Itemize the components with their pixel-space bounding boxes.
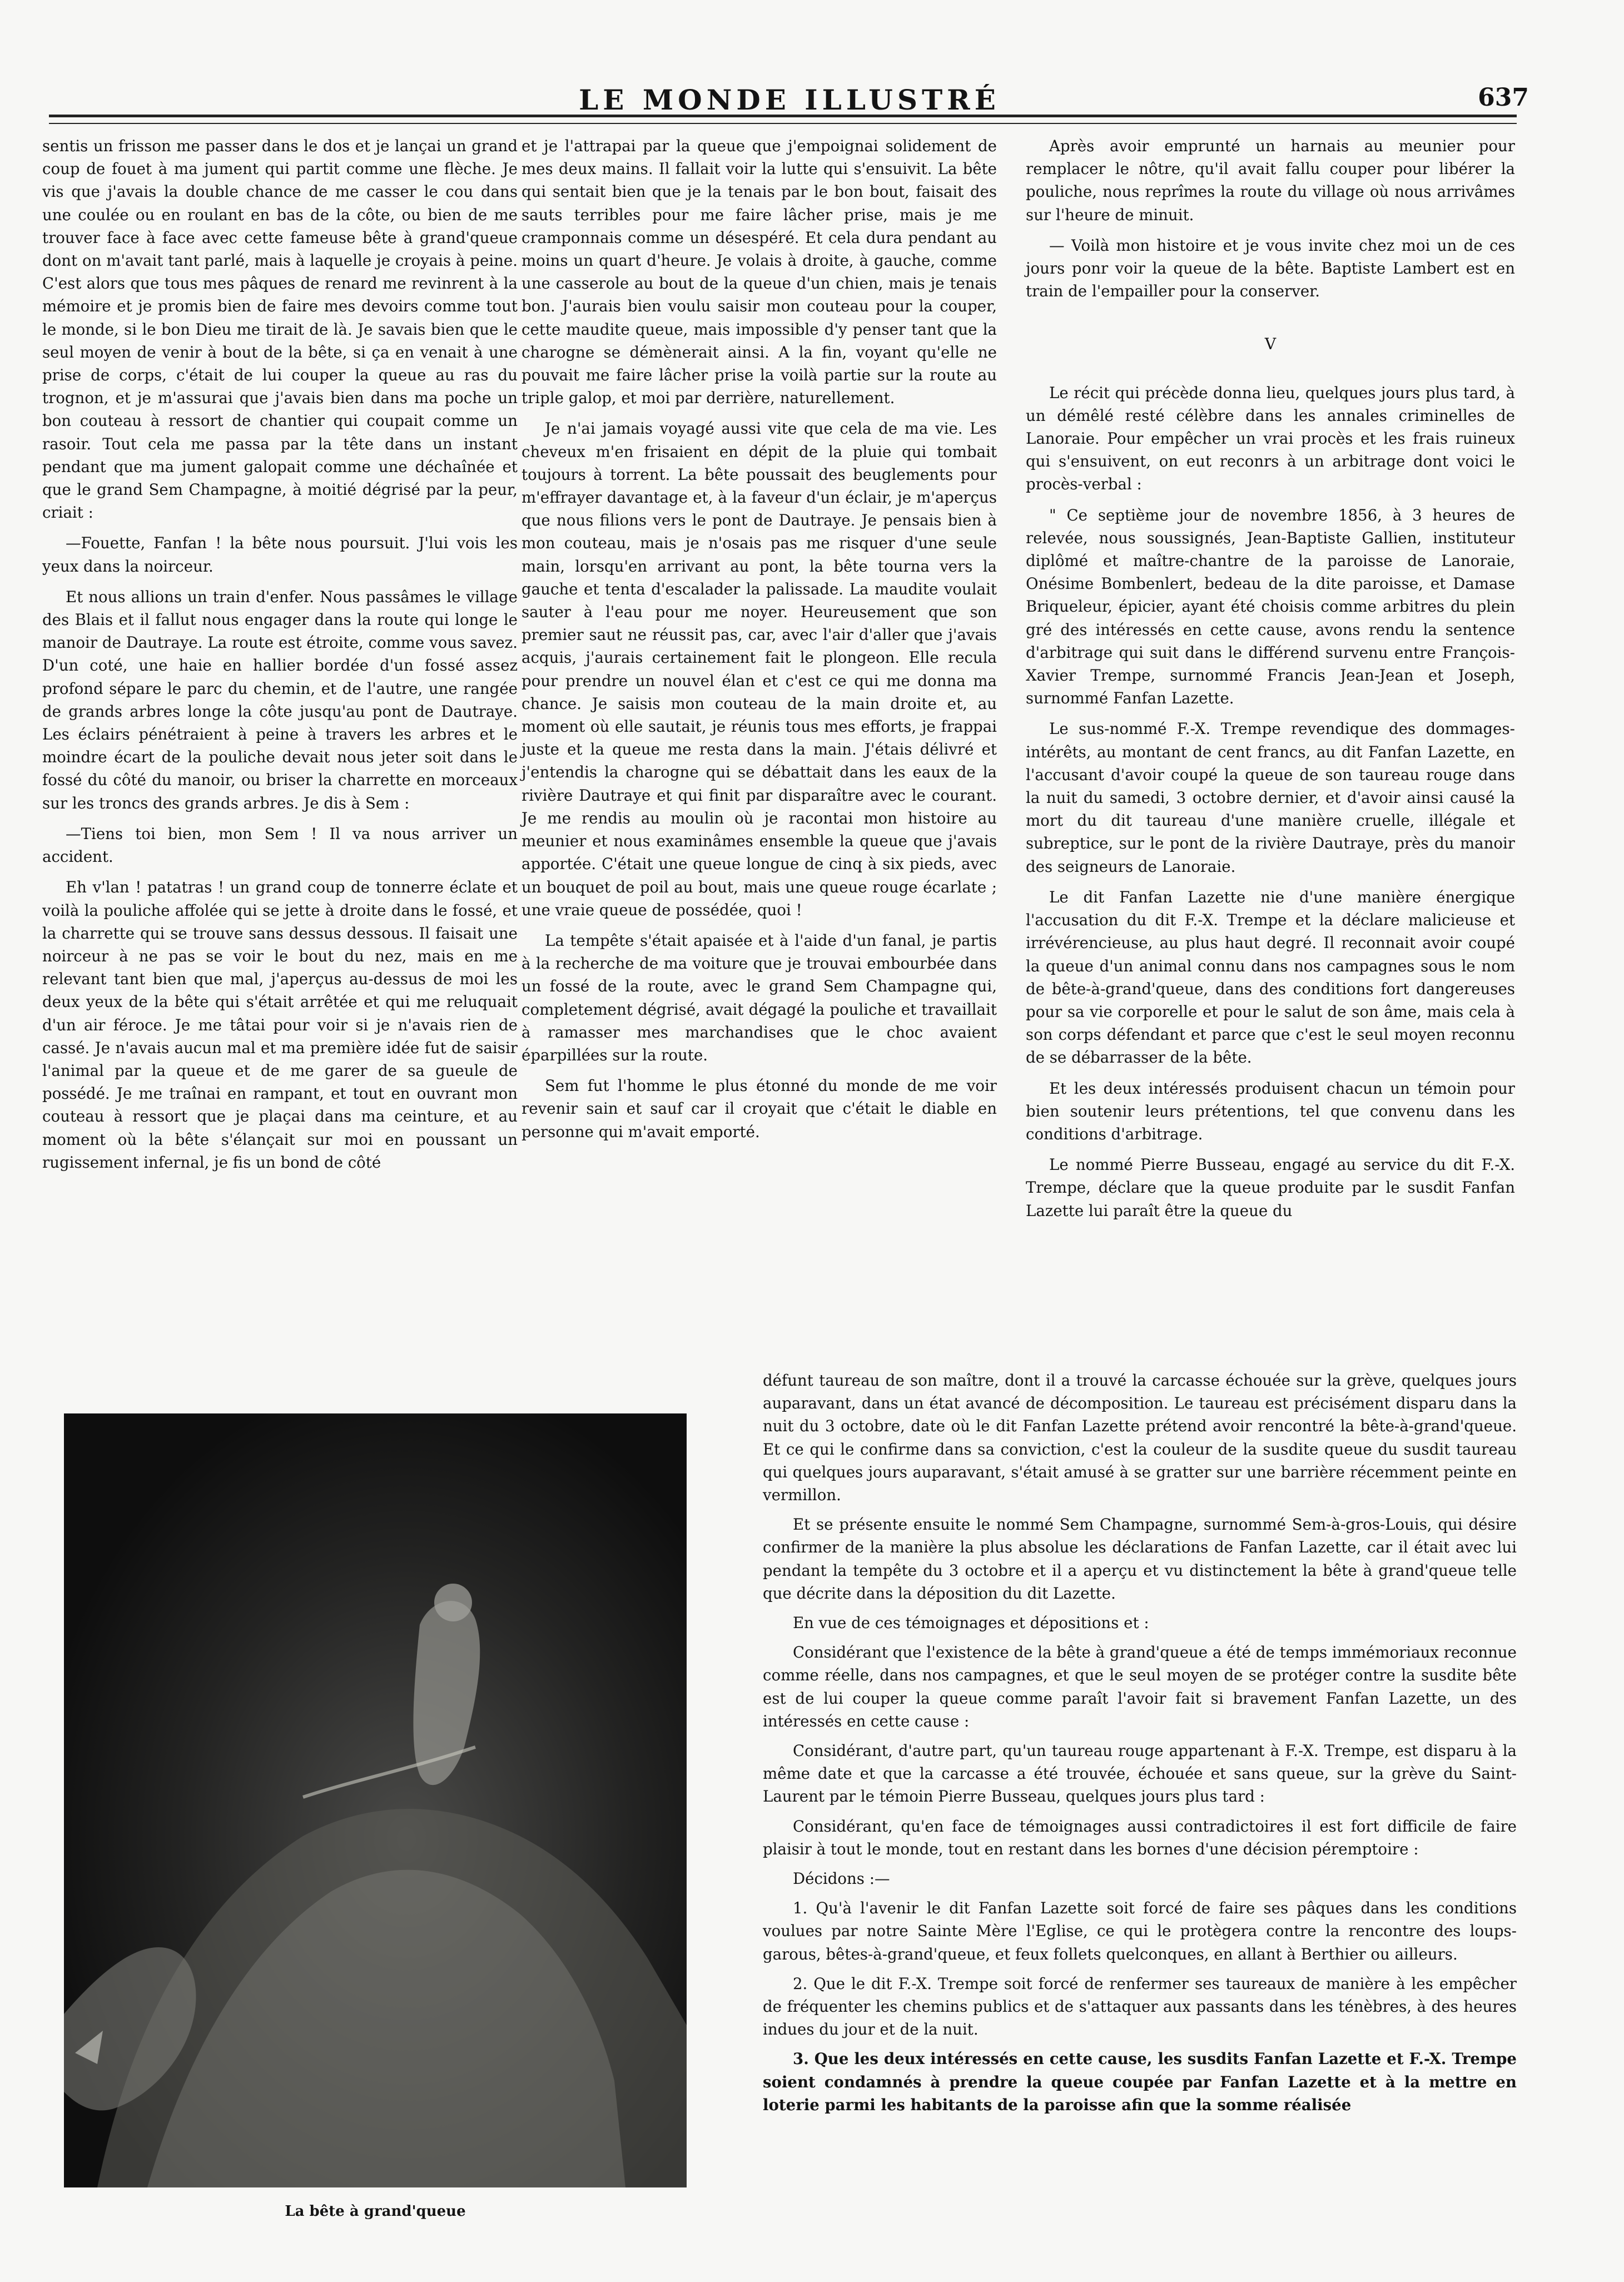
header-rule-thick — [49, 115, 1517, 117]
paragraph-final: 3. Que les deux intéressés en cette cause, les susdits Fanfan Lazette et F.-X. Trempe soient condamnés à prendre la queue coupée par Fanfan Lazette et à la mettre en loterie parmi les habitants de la paroisse afin que la somme réalisée — [763, 2050, 1517, 2114]
paragraph: sentis un frisson me passer dans le dos et je lançai un grand coup de fouet à ma jument qui partit comme une flèche. Je vis que j'avais la double chance de me casser le cou dans une coulée ou en roulant en bas de la côte, ou bien de me trouver face à face avec cette fameuse bête à grand'queue dont on m'avait tant parlé, mais à laquelle je croyais à peine. C'est alors que tous mes pâques de renard me revinrent à la mémoire et je promis bien de faire mes devoirs comme tout le monde, si le bon Dieu me tirait de là. Je savais bien que le seul moyen de venir à bout de la bête, si ça en venait à une prise de corps, c'était de lui couper la queue au ras du trognon, et je m'assurai que j'avais bien dans ma poche un bon couteau à ressort de chantier qui coupait comme un rasoir. Tout cela me passa par la tête dans un instant pendant que ma jument galopait comme une déchaînée et que le grand Sem Champagne, à moitié dégrisé par la peur, criait : — [42, 137, 518, 522]
paragraph: Considérant, qu'en face de témoignages aussi contradictoires il est fort difficile de faire plaisir à tout le monde, tout en restant dans les bornes d'une décision péremptoire : — [763, 1817, 1517, 1858]
paragraph: et je l'attrapai par la queue que j'empoignai solidement de mes deux mains. Il fallait voir la lutte qui s'ensuivit. La bête qui sentait bien que je la tenais par le bon bout, faisait des sauts terribles pour me faire lâcher prise, mais je me cramponnais comme un désespéré. Et cela dura pendant au moins un quart d'heure. Je volais à droite, à gauche, comme une casserole au bout de la queue d'un chien, mais je tenais bon. J'aurais bien voulu saisir mon couteau pour la couper, cette maudite queue, mais impossible d'y penser tant que la charogne se démènerait ainsi. A la fin, voyant qu'elle ne pouvait me faire lâcher prise la voilà partie sur la route au triple galop, et moi par derrière, naturellement. — [522, 137, 997, 408]
paragraph: 1. Qu'à l'avenir le dit Fanfan Lazette soit forcé de faire ses pâques dans les conditions voulues par notre Sainte Mère l'Eglise, ce qui le protègera contre la rencontre des loups-garous, bêtes-à-grand'queue, et feux follets quelconques, en allant à Berthier ou ailleurs. — [763, 1899, 1517, 1963]
paragraph: Et les deux intéressés produisent chacun un témoin pour bien soutenir leurs prétentions, tel que convenu dans les conditions d'arbitrage. — [1026, 1079, 1515, 1143]
paragraph: 2. Que le dit F.-X. Trempe soit forcé de renfermer ses taureaux de manière à les empêcher de fréquenter les chemins publics et de s'attaquer aux passants dans les ténèbres, à des heures indues du jour et de la nuit. — [763, 1974, 1517, 2039]
paragraph: Sem fut l'homme le plus étonné du monde de me voir revenir sain et sauf car il croyait que c'était le diable en personne qui m'avait emporté. — [522, 1076, 997, 1141]
section-number: V — [1264, 335, 1277, 354]
paragraph: La tempête s'était apaisée et à l'aide d'un fanal, je partis à la recherche de ma voiture que je trouvai embourbée dans un fossé de la route, avec le grand Sem Champagne qui, completement dégrisé, avait dégagé la pouliche et travaillait à ramasser mes marchandises que le choc avaient éparpillées sur la route. — [522, 931, 997, 1064]
paragraph: Je n'ai jamais voyagé aussi vite que cela de ma vie. Les cheveux m'en frisaient en dépit de la pluie qui tombait toujours à torrent. La bête poussait des beuglements pour m'effrayer davantage et, à la faveur d'un éclair, je m'aperçus que nous filions vers le pont de Dautraye. Je pensais bien à mon couteau, mais je n'osais pas me risquer d'une seule main, lorsqu'en arrivant au pont, la bête tourna vers la gauche et tenta d'escalader la palissade. La maudite voulait sauter à l'eau pour me noyer. Heureusement que son premier saut ne réussit pas, car, avec l'air d'aller que j'avais acquis, j'aurais certainement fait le plongeon. Elle recula pour prendre un nouvel élan et c'est ce qui me donna ma chance. Je saisis mon couteau de la main droite et, au moment où elle sautait, je réunis tous mes efforts, je frappai juste et la queue me resta dans la main. J'étais délivré et j'entendis la charogne qui se débattait dans les eaux de la rivière Dautraye et qui finit par disparaître avec le courant. Je me rendis au moulin où je racontai mon histoire au meunier et nous examinâmes ensemble la queue que j'avais apportée. C'était une queue longue de cinq à six pieds, avec un bouquet de poil au bout, mais une queue rouge écarlate ; une vraie queue de possédée, quoi ! — [522, 419, 997, 919]
publication-title: LE MONDE ILLUSTRÉ — [579, 83, 1000, 116]
paragraph: Et se présente ensuite le nommé Sem Champagne, surnommé Sem-à-gros-Louis, qui désire confirmer de la manière la plus absolue les déclarations de Fanfan Lazette, car il était avec lui pendant la tempête du 3 octobre et il a aperçu et vu distinctement la bête à grand'queue telle que décrite dans la déposition du dit Lazette. — [763, 1515, 1517, 1603]
paragraph: —Fouette, Fanfan ! la bête nous poursuit. J'lui vois les yeux dans la noirceur. — [42, 534, 518, 576]
page-number: 637 — [1478, 83, 1529, 112]
illustration-caption: La bête à grand'queue — [285, 2203, 466, 2220]
paragraph: En vue de ces témoignages et dépositions et : — [793, 1614, 1149, 1633]
paragraph: Le dit Fanfan Lazette nie d'une manière énergique l'accusation du dit F.-X. Trempe et la déclare malicieuse et irrévérencieuse, au plus haut degré. Il reconnait avoir coupé la queue d'un animal connu dans nos campagnes sous le nom de bête-à-grand'queue, dans des conditions fort dangereuses pour sa vie corporelle et pour le salut de son âme, mais cela à son corps défendant et parce que c'est le seul moyen reconnu de se débarrasser de la bête. — [1026, 887, 1515, 1067]
paragraph: —Tiens toi bien, mon Sem ! Il va nous arriver un accident. — [42, 824, 518, 866]
wide-text-block — [763, 1369, 1517, 2116]
paragraph: Le sus-nommé F.-X. Trempe revendique des dommages-intérêts, au montant de cent francs, au dit Fanfan Lazette, en l'accusant d'avoir coupé la queue de son taureau rouge dans la nuit du samedi, 3 octobre dernier, et d'avoir ainsi causé la mort du dit taureau d'une manière cruelle, illégale et subreptice, sur le pont de la rivière Dautraye, près du manoir des seigneurs de Lanoraie. — [1026, 720, 1515, 876]
paragraph: Le nommé Pierre Busseau, engagé au service du dit F.-X. Trempe, déclare que la queue produite par le susdit Fanfan Lazette lui paraît être la queue du — [1026, 1155, 1515, 1220]
paragraph: Le récit qui précède donna lieu, quelques jours plus tard, à un démêlé resté célèbre dans les annales criminelles de Lanoraie. Pour empêcher un vrai procès et les frais ruineux qui s'ensuivent, on eut reconrs à un arbitrage dont voici le procès-verbal : — [1026, 383, 1515, 494]
column-3 — [1026, 135, 1515, 1222]
paragraph: Décidons :— — [793, 1869, 890, 1888]
paragraph: défunt taureau de son maître, dont il a trouvé la carcasse échouée sur la grève, quelques jours auparavant, dans un état avancé de décomposition. Le taureau est précisément disparu dans la nuit du 3 octobre, date où le dit Fanfan Lazette prétend avoir rencontré la bête-à-grand'queue. Et ce qui le confirme dans sa conviction, c'est la couleur de la susdite queue du susdit taureau qui quelques jours auparavant, s'était amusé à se gratter sur une barrière récemment peinte en vermillon. — [763, 1371, 1517, 1505]
paragraph: — Voilà mon histoire et je vous invite chez moi un de ces jours ponr voir la queue de la bête. Baptiste Lambert est en train de l'empailler pour la conserver. — [1026, 236, 1515, 301]
paragraph: Eh v'lan ! patatras ! un grand coup de tonnerre éclate et voilà la pouliche affolée qui se jette à droite dans le fossé, et la charrette qui se trouve sans dessus dessous. Il faisait une noirceur à ne pas se voir le bout du nez, mais en me relevant tant bien que mal, j'aperçus au-dessus de moi les deux yeux de la bête qui s'était arrêtée et qui me reluquait d'un air féroce. Je me tâtai pour voir si je n'avais rien de cassé. Je n'avais aucun mal et ma première idée fut de saisir l'animal par la queue et de me garer de sa gueule de possédé. Je me traînai en rampant, et tout en ouvrant mon couteau à ressort que je plaçai dans ma ceinture, et au moment où la bête s'élançait sur moi en poussant un rugissement infernal, je fis un bond de côté — [42, 878, 518, 1172]
paragraph: Et nous allions un train d'enfer. Nous passâmes le village des Blais et il fallut nous engager dans la route qui longe le manoir de Dautraye. La route est étroite, comme vous savez. D'un coté, une haie en hallier bordée d'un fossé assez profond sépare le parc du chemin, et de l'autre, une rangée de grands arbres longe la côte jusqu'au pont de Dautraye. Les éclairs pénétraient à peine à travers les arbres et le moindre écart de la pouliche devait nous jeter soit dans le fossé du côté du manoir, ou briser la charrette en morceaux sur les troncs des grands arbres. Je dis à Sem : — [42, 587, 518, 812]
paragraph: " Ce septième jour de novembre 1856, à 3 heures de relevée, nous soussignés, Jean-Baptiste Gallien, instituteur diplômé et maître-chantre de la paroisse de Lanoraie, Onésime Bombenlert, bedeau de la dite paroisse, et Damase Briqueleur, épicier, ayant été choisis comme arbitres du plein gré des intéressés en cette cause, avons rendu la sentence d'arbitrage qui suit dans le différend survenu entre François-Xavier Trempe, surnommé Francis Jean-Jean et Joseph, surnommé Fanfan Lazette. — [1026, 505, 1515, 708]
paragraph: Considérant, d'autre part, qu'un taureau rouge appartenant à F.-X. Trempe, est disparu à la même date et que la carcasse a été trouvée, échouée et sans queue, sur la grève du Saint-Laurent par le témoin Pierre Busseau, quelques jours plus tard : — [763, 1742, 1517, 1806]
illustration-bull — [64, 1413, 687, 2187]
paragraph: Après avoir emprunté un harnais au meunier pour remplacer le nôtre, qu'il avait fallu couper pour libérer la pouliche, nous reprîmes la route du village où nous arrivâmes sur l'heure de minuit. — [1026, 137, 1515, 224]
bull-engraving — [64, 1413, 687, 2187]
masthead — [50, 83, 1529, 116]
header-rule-thin — [49, 123, 1517, 124]
paragraph: Considérant que l'existence de la bête à grand'queue a été de temps immémoriaux reconnue comme réelle, dans nos campagnes, et que le seul moyen de se protéger contre la susdite bête est de lui couper la queue comme paraît l'avoir fait si bravement Fanfan Lazette, un des intéressés en cette cause : — [763, 1643, 1517, 1730]
column-1 — [42, 135, 518, 1174]
column-2 — [522, 135, 997, 1143]
